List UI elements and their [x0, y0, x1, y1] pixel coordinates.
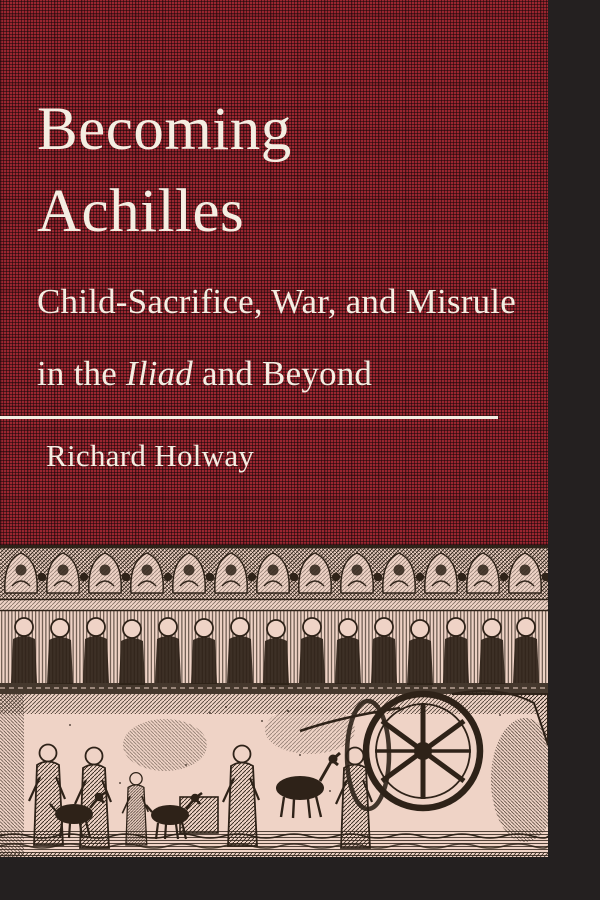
- subtitle-iliad-italic: Iliad: [125, 354, 193, 393]
- author-name: Richard Holway: [46, 438, 255, 473]
- title-line-1: Becoming: [37, 96, 292, 163]
- cover-illustration: [0, 545, 548, 857]
- subtitle-line2-pre: in the: [37, 354, 126, 393]
- classical-procession-engraving-svg: [0, 545, 548, 857]
- divider-rule: [0, 416, 498, 419]
- title-line-2: Achilles: [37, 178, 245, 245]
- subtitle-line-2: [37, 356, 372, 391]
- subtitle-line2-post: and Beyond: [193, 354, 373, 393]
- subtitle-line-1: Child-Sacrifice, War, and Misrule: [37, 282, 516, 321]
